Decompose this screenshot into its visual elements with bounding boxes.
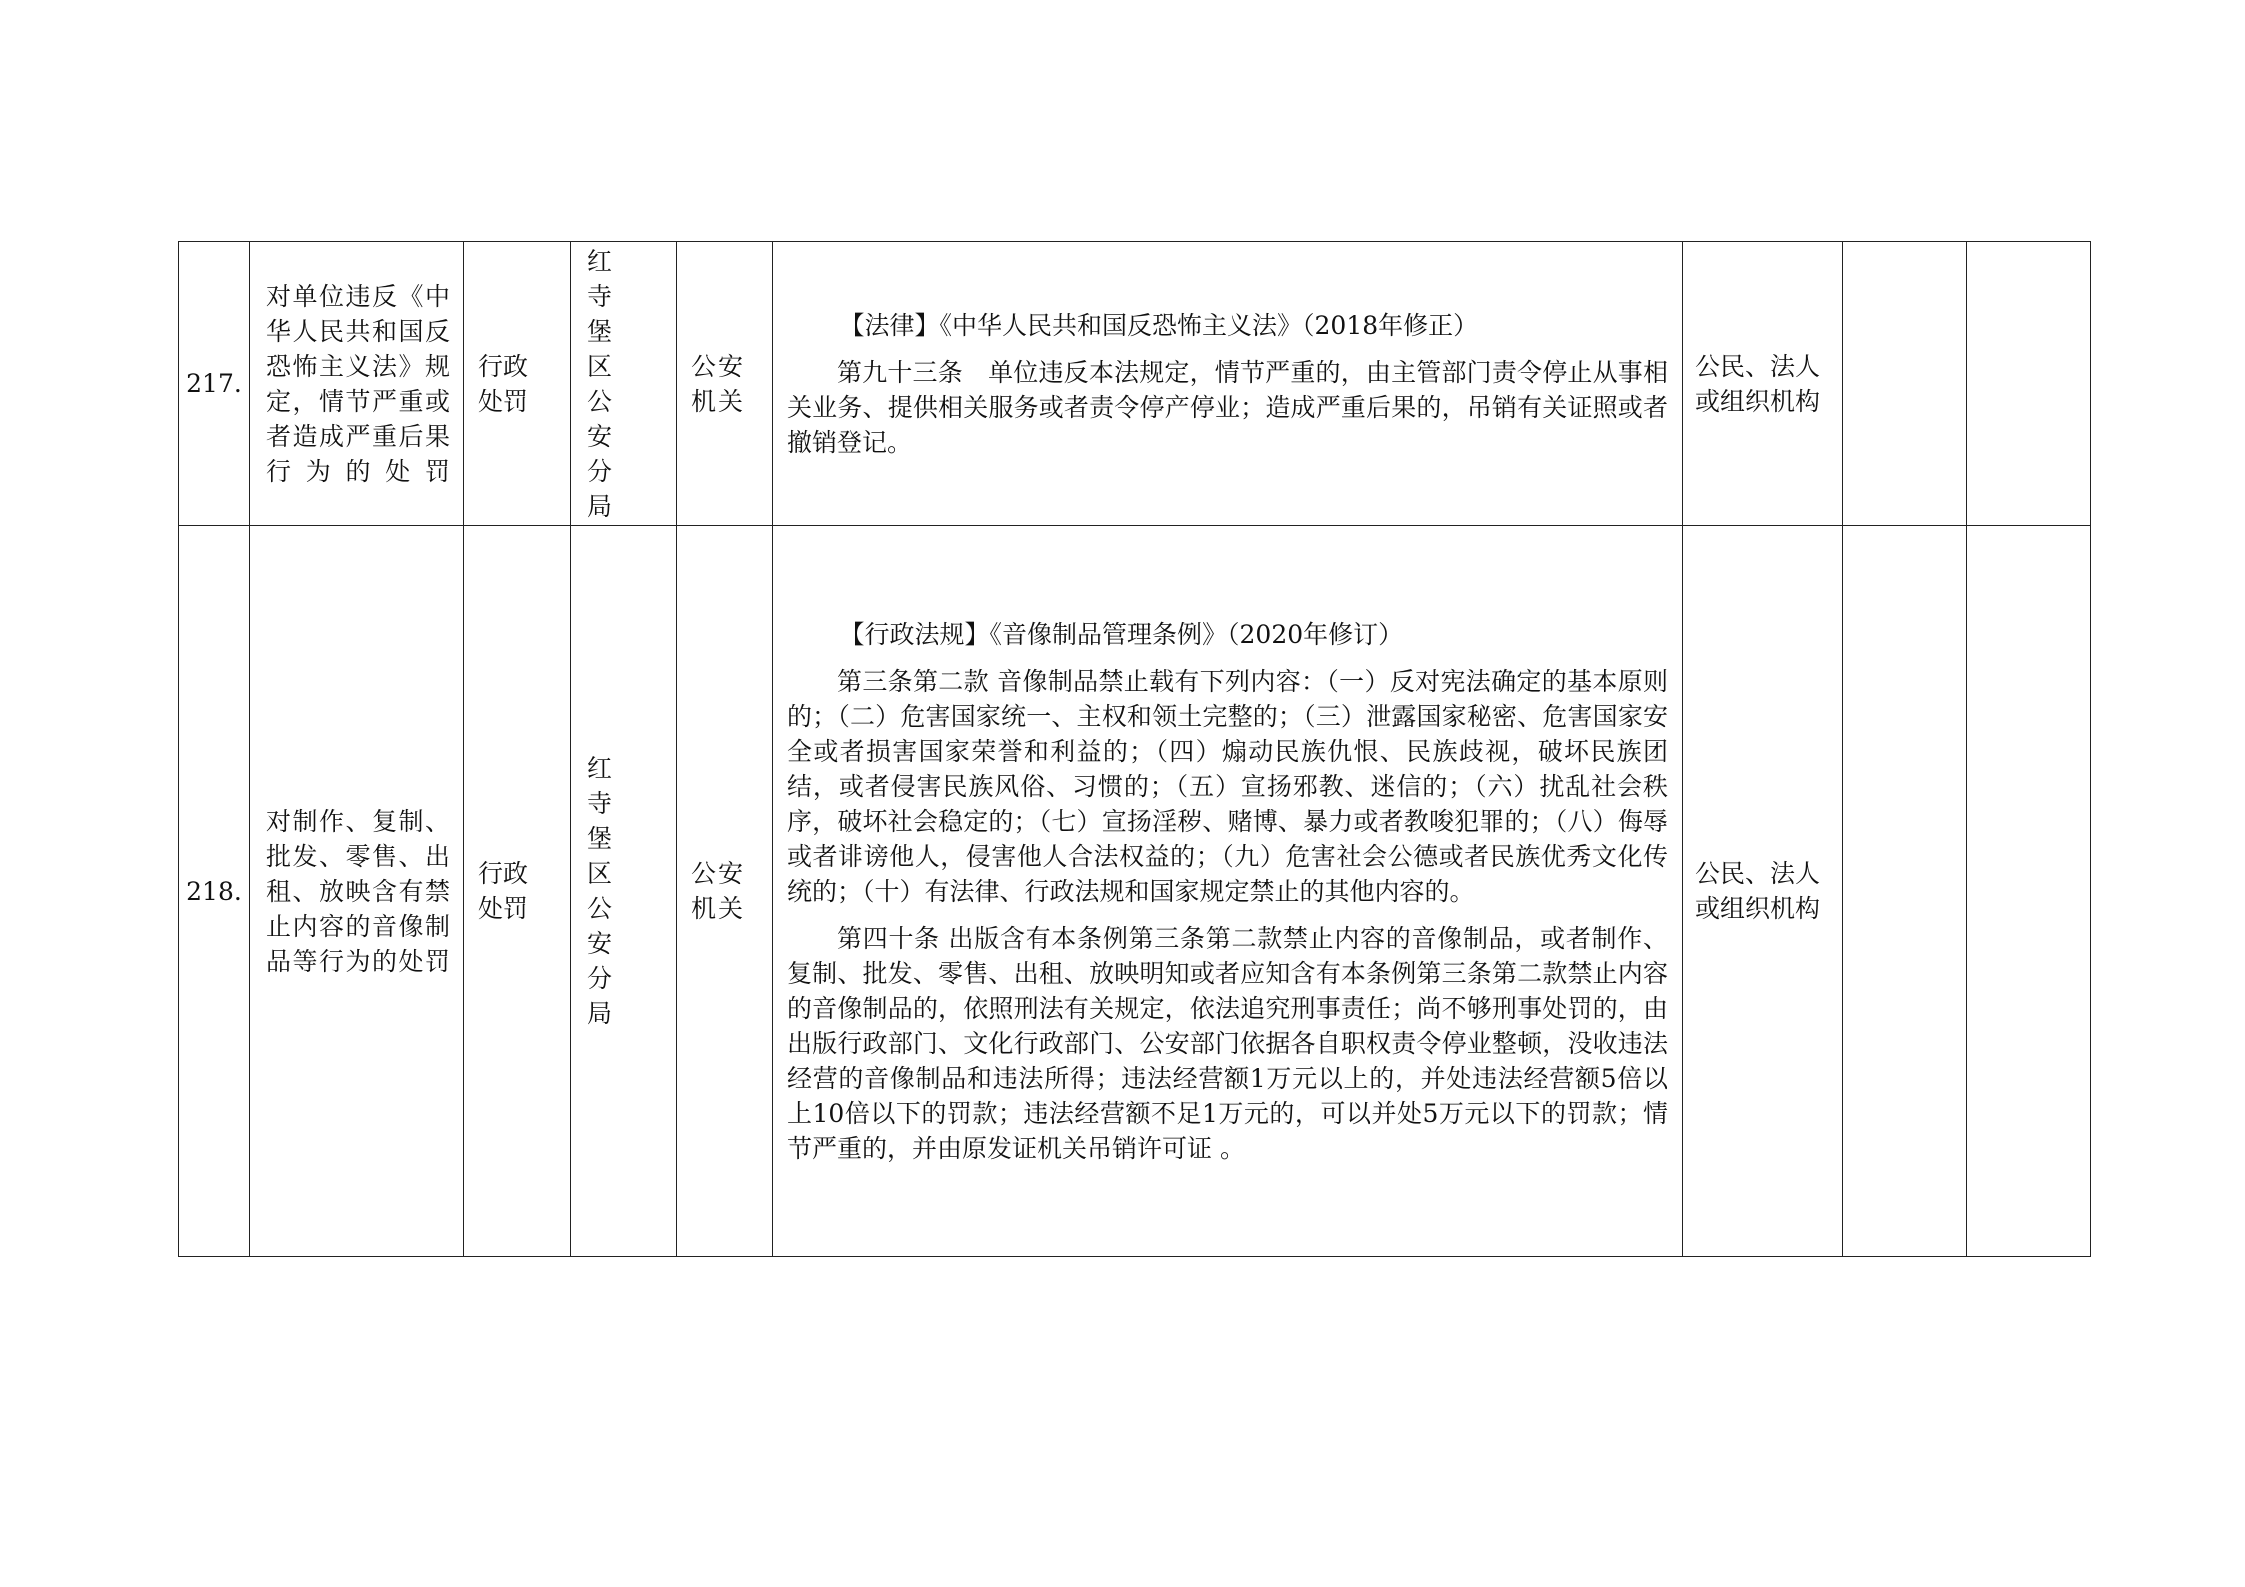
basis-paragraph: 第四十条 出版含有本条例第三条第二款禁止内容的音像制品，或者制作、复制、批发、零售、出租、放映明知或者应知含有本条例第三条第二款禁止内容的音像制品的，依照刑法有关规定，依法追究刑事责任；尚不够刑事处罚的，由出版行政部门、文化行政部门、公安部门依据各自职权责令停业整顿，没收违法经营的音像制品和违法所得；违法经营额1万元以上的，并处违法经营额5倍以上10倍以下的罚款；违法经营额不足1万元的，可以并处5万元以下的罚款；情节严重的，并由原发证机关吊销许可证 。 xyxy=(787,923,1668,1163)
row-number: 217. xyxy=(179,242,250,526)
department-line: 分局 xyxy=(587,964,629,1028)
empty-cell xyxy=(1967,242,2091,526)
department-line: 堡区 xyxy=(587,824,629,888)
target-line: 公民、法人 xyxy=(1695,351,1821,381)
department xyxy=(571,526,677,1257)
department-line: 分局 xyxy=(587,456,629,521)
target-subject xyxy=(1683,242,1843,526)
target-line: 公民、法人 xyxy=(1695,859,1821,888)
enforcement-table xyxy=(178,241,2091,1257)
department-line: 公安 xyxy=(587,894,629,958)
type-line: 行政 xyxy=(478,859,529,888)
department-line: 公安 xyxy=(587,386,629,451)
department-line: 红寺 xyxy=(587,754,629,818)
enforcement-type xyxy=(464,526,571,1257)
agency-line: 机关 xyxy=(691,386,746,416)
row-number: 218. xyxy=(179,526,250,1257)
agency-line: 机关 xyxy=(691,894,746,923)
table-row xyxy=(179,242,2091,526)
basis-paragraph: 第三条第二款 音像制品禁止载有下列内容：（一）反对宪法确定的基本原则的；（二）危害国家统一、主权和领土完整的；（三）泄露国家秘密、危害国家安全或者损害国家荣誉和利益的；（四）煽动民族仇恨、民族歧视，破坏民族团结，或者侵害民族风俗、习惯的；（五）宣扬邪教、迷信的；（六）扰乱社会秩序，破坏社会稳定的；（七）宣扬淫秽、赌博、暴力或者教唆犯罪的；（八）侮辱或者诽谤他人，侵害他人合法权益的；（九）危害社会公德或者民族优秀文化传统的；（十）有法律、行政法规和国家规定禁止的其他内容的。 xyxy=(787,666,1668,906)
target-subject xyxy=(1683,526,1843,1257)
type-line: 处罚 xyxy=(478,894,529,923)
legal-basis xyxy=(773,526,1683,1257)
agency xyxy=(677,526,773,1257)
type-line: 处罚 xyxy=(478,386,529,416)
enforcement-type xyxy=(464,242,571,526)
target-line: 或组织机构 xyxy=(1695,894,1821,923)
agency xyxy=(677,242,773,526)
type-line: 行政 xyxy=(478,351,529,381)
department xyxy=(571,242,677,526)
legal-basis xyxy=(773,242,1683,526)
item-name: 对单位违反《中华人民共和国反恐怖主义法》规定，情节严重或者造成严重后果行为的处罚 xyxy=(250,242,464,526)
agency-line: 公安 xyxy=(691,859,746,888)
table-row xyxy=(179,526,2091,1257)
department-line: 堡区 xyxy=(587,316,629,381)
empty-cell xyxy=(1967,526,2091,1257)
agency-line: 公安 xyxy=(691,351,746,381)
empty-cell xyxy=(1843,526,1967,1257)
target-line: 或组织机构 xyxy=(1695,386,1821,416)
basis-paragraph: 第九十三条 单位违反本法规定，情节严重的，由主管部门责令停止从事相关业务、提供相关服务或者责令停产停业；造成严重后果的，吊销有关证照或者撤销登记。 xyxy=(787,357,1668,457)
basis-heading: 【行政法规】《音像制品管理条例》（2020年修订） xyxy=(839,619,1404,649)
empty-cell xyxy=(1843,242,1967,526)
basis-heading: 【法律】《中华人民共和国反恐怖主义法》（2018年修正） xyxy=(839,310,1479,340)
department-line: 红寺 xyxy=(587,246,629,311)
item-name: 对制作、复制、批发、零售、出租、放映含有禁止内容的音像制品等行为的处罚 xyxy=(250,526,464,1257)
